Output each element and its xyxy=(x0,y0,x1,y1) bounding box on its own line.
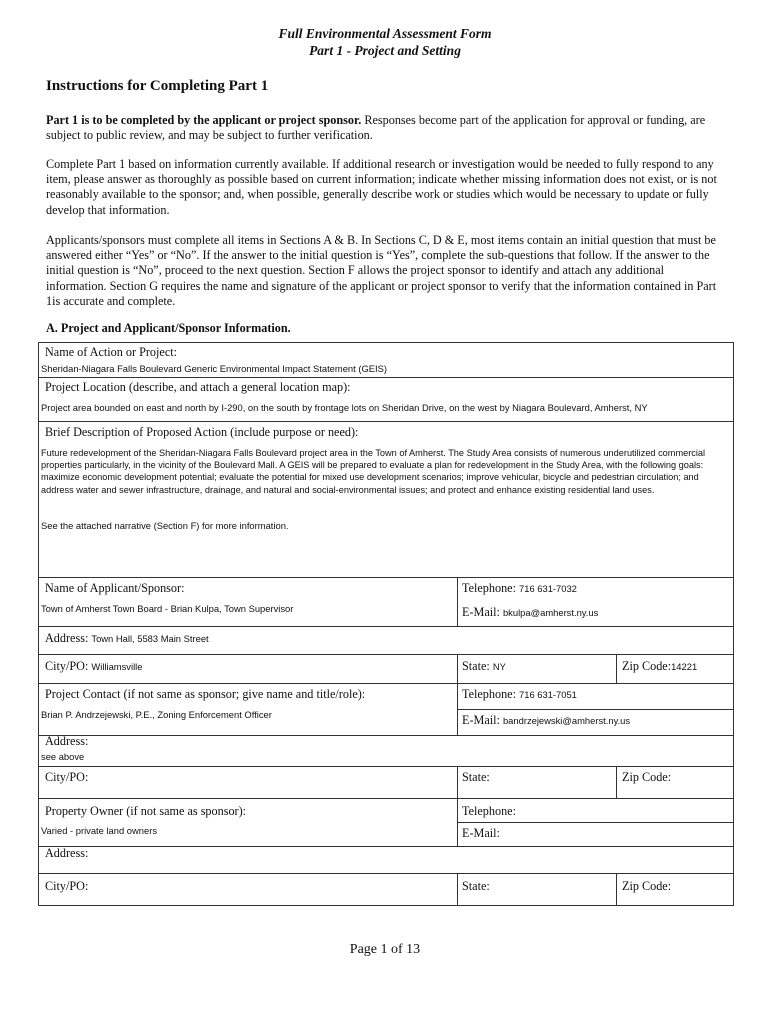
col-divider xyxy=(457,766,458,846)
applicant-label: Name of Applicant/Sponsor: xyxy=(45,581,185,595)
location-label: Project Location (describe, and attach a general location map): xyxy=(45,380,351,394)
row-divider xyxy=(39,421,733,422)
applicant-telephone-value: 716 631-7032 xyxy=(519,583,577,594)
applicant-state-value: NY xyxy=(492,661,506,672)
contact-telephone-value: 716 631-7051 xyxy=(519,689,577,700)
address-label: Address: xyxy=(45,631,89,645)
contact-label: Project Contact (if not same as sponsor; give name and title/role): xyxy=(45,687,366,701)
applicant-state-field[interactable] xyxy=(462,659,506,674)
state-label: State: xyxy=(462,659,490,673)
applicant-email-field[interactable] xyxy=(462,605,598,620)
applicant-value[interactable]: Town of Amherst Town Board - Brian Kulpa, Town Supervisor xyxy=(41,603,294,614)
col-divider xyxy=(457,654,458,735)
contact-email-value: bandrzejewski@amherst.ny.us xyxy=(502,715,631,726)
contact-address-value[interactable]: see above xyxy=(41,751,85,762)
instructions-paragraph-2: Complete Part 1 based on information currently available. If additional research or investigation would be needed to fully respond to any item, please answer as thoroughly as possible based on current information; indicate whether missing information does not exist, or is not reasonably available to the sponsor; and, when possible, generally describe work or studies which would be necessary to update or fully develop that information. xyxy=(46,157,717,217)
instructions-p1-bold: Part 1 is to be completed by the applicant or project sponsor. xyxy=(46,113,362,127)
applicant-address-field[interactable] xyxy=(45,631,209,646)
applicant-zip-value: 14221 xyxy=(671,661,698,672)
action-name-label: Name of Action or Project: xyxy=(45,345,177,359)
description-label: Brief Description of Proposed Action (include purpose or need): xyxy=(45,425,359,439)
owner-address-field[interactable]: Address: xyxy=(45,846,89,860)
email-label: E-Mail: xyxy=(462,605,500,619)
city-label: City/PO: xyxy=(45,659,89,673)
owner-telephone-field[interactable]: Telephone: xyxy=(462,804,516,818)
applicant-email-value: bkulpa@amherst.ny.us xyxy=(502,607,599,618)
owner-city-field[interactable]: City/PO: xyxy=(45,879,89,893)
instructions-paragraph-1 xyxy=(46,113,726,143)
applicant-city-value: Williamsville xyxy=(91,661,143,672)
owner-label: Property Owner (if not same as sponsor): xyxy=(45,804,247,818)
row-divider xyxy=(39,766,733,767)
row-divider xyxy=(39,683,733,684)
col-divider xyxy=(616,654,617,683)
col-divider xyxy=(457,873,458,906)
description-value[interactable]: Future redevelopment of the Sheridan-Niagara Falls Boulevard project area in the Town of Amherst. The Study Area consists of numerous underutilized commercial properties particularly, in the vicinity of the Boulevard Mall. A GEIS will be prepared to evaluate a plan for redevelopment in the Study Area, with the following goals: maximize economic development potential; evaluate the potential for mixed use development scenarios; improve vehicular, bicycle and pedestrian circulation; and address water and sewer infrastructure, drainage, and natural and social-environmental issues; and protect and enhance existing residential land uses. xyxy=(41,448,706,495)
location-value[interactable]: Project area bounded on east and north by I-290, on the south by frontage lots on Sheridan Drive, on the west by Niagara Boulevard, Amherst, NY xyxy=(41,402,648,413)
row-divider xyxy=(457,709,733,710)
row-divider xyxy=(39,377,733,378)
contact-email-field[interactable] xyxy=(462,713,630,728)
contact-value[interactable]: Brian P. Andrzejewski, P.E., Zoning Enforcement Officer xyxy=(41,709,272,720)
telephone-label: Telephone: xyxy=(462,581,516,595)
zip-label: Zip Code: xyxy=(622,659,672,673)
row-divider xyxy=(39,798,733,799)
row-divider xyxy=(39,735,733,736)
form-title: Full Environmental Assessment Form xyxy=(278,26,492,41)
telephone-label: Telephone: xyxy=(462,687,516,701)
owner-email-field[interactable]: E-Mail: xyxy=(462,826,500,840)
applicant-address-value: Town Hall, 5583 Main Street xyxy=(91,633,209,644)
form-subtitle: Part 1 - Project and Setting xyxy=(309,43,461,58)
owner-value[interactable]: Varied - private land owners xyxy=(41,825,158,836)
col-divider xyxy=(616,873,617,906)
instructions-heading: Instructions for Completing Part 1 xyxy=(46,78,269,94)
row-divider xyxy=(39,626,733,627)
page-number: Page 1 of 13 xyxy=(349,942,421,957)
row-divider xyxy=(39,846,733,847)
contact-zip-field[interactable]: Zip Code: xyxy=(622,770,672,784)
contact-state-field[interactable]: State: xyxy=(462,770,490,784)
contact-telephone-field[interactable] xyxy=(462,687,577,702)
description-note[interactable]: See the attached narrative (Section F) for more information. xyxy=(41,520,289,531)
col-divider xyxy=(457,577,458,626)
contact-address-label: Address: xyxy=(45,734,89,748)
owner-zip-field[interactable]: Zip Code: xyxy=(622,879,672,893)
instructions-p1-text: Responses become part of the application for approval or funding, are subject to public review, and may be subject to further verification. xyxy=(46,113,706,143)
row-divider xyxy=(39,577,733,578)
col-divider xyxy=(616,766,617,798)
row-divider xyxy=(39,654,733,655)
owner-state-field[interactable]: State: xyxy=(462,879,490,893)
contact-city-field[interactable]: City/PO: xyxy=(45,770,89,784)
section-a-heading: A. Project and Applicant/Sponsor Information. xyxy=(46,321,291,335)
row-divider xyxy=(39,873,733,874)
row-divider xyxy=(457,822,733,823)
section-a-form xyxy=(38,342,734,906)
applicant-city-field[interactable] xyxy=(45,659,142,674)
action-name-value[interactable]: Sheridan-Niagara Falls Boulevard Generic Environmental Impact Statement (GEIS) xyxy=(41,363,387,374)
email-label: E-Mail: xyxy=(462,713,500,727)
instructions-paragraph-3: Applicants/sponsors must complete all items in Sections A & B. In Sections C, D & E, most items contain an initial question that must be answered either “Yes” or “No”. If the answer to the initial question is “Yes”, complete the sub-questions that follow. If the answer to the initial question is “No”, proceed to the next question. Section F allows the project sponsor to identify and attach any additional information. Section G requires the name and signature of the applicant or project sponsor to verify that the information contained in Part 1is accurate and complete. xyxy=(46,233,717,308)
applicant-zip-field[interactable] xyxy=(622,659,697,674)
applicant-telephone-field[interactable] xyxy=(462,581,577,596)
